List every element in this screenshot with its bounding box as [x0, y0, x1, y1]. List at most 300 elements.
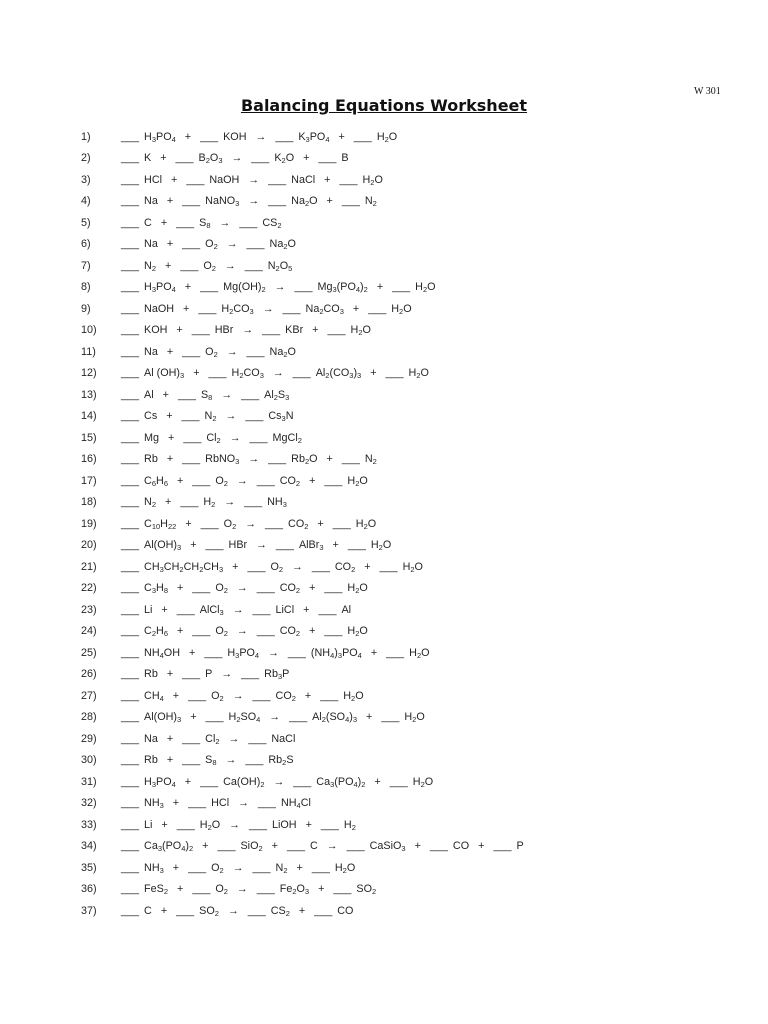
equation-number: 23)	[81, 603, 97, 616]
equation-term	[180, 496, 215, 508]
coefficient-blank: ___	[252, 861, 271, 874]
chemical-formula: KOH	[144, 324, 168, 337]
chemical-formula: $C_6H_6$	[144, 474, 168, 488]
chemical-formula: Mg	[144, 431, 160, 444]
equation-term	[182, 346, 218, 358]
reaction-arrow-icon: →	[228, 732, 240, 745]
coefficient-blank: ___	[176, 603, 195, 616]
coefficient-blank: ___	[493, 840, 512, 853]
chemical-formula: $SO_2$	[356, 883, 377, 897]
chemical-formula: C	[144, 216, 152, 229]
coefficient-blank: ___	[246, 238, 265, 251]
plus-sign: +	[374, 775, 381, 788]
equation-term	[276, 539, 324, 551]
equation-term	[182, 668, 212, 680]
equation-number: 5)	[81, 216, 91, 229]
reaction-arrow-icon: →	[221, 388, 233, 401]
coefficient-blank: ___	[249, 431, 268, 444]
coefficient-blank: ___	[200, 281, 219, 294]
chemical-formula: $CO_2$	[279, 582, 301, 596]
coefficient-blank: ___	[353, 130, 372, 143]
chemical-formula: Rb	[144, 668, 158, 681]
coefficient-blank: ___	[318, 603, 337, 616]
chemical-formula: Na	[144, 732, 158, 745]
equation-term	[204, 647, 259, 659]
equation-term	[121, 561, 223, 573]
chemical-formula: $H_2CO_3$	[231, 367, 264, 381]
equation-term	[258, 797, 311, 809]
chemical-formula: $Cl_2$	[206, 431, 221, 445]
chemical-formula: $Fe_2O_3$	[279, 883, 310, 897]
equation-term	[186, 174, 239, 186]
equation-term	[253, 862, 288, 874]
equation-term	[121, 324, 167, 336]
equation-term	[239, 217, 281, 229]
coefficient-blank: ___	[324, 474, 343, 487]
chemical-formula: $H_2O$	[334, 861, 356, 875]
chemical-formula: HBr	[228, 539, 248, 552]
coefficient-blank: ___	[181, 410, 200, 423]
coefficient-blank: ___	[247, 904, 266, 917]
plus-sign: +	[317, 517, 324, 530]
chemical-formula: Al $(OH)_3$	[144, 367, 185, 381]
chemical-formula: $O_2$	[211, 689, 224, 703]
equation-term	[241, 389, 289, 401]
equation-term	[121, 432, 159, 444]
coefficient-blank: ___	[121, 517, 140, 530]
chemical-formula: Al	[144, 388, 154, 401]
chemical-formula: HCl	[144, 173, 163, 186]
coefficient-blank: ___	[256, 883, 275, 896]
plus-sign: +	[160, 216, 168, 229]
chemical-formula: NaCl	[291, 173, 316, 186]
coefficient-blank: ___	[183, 431, 202, 444]
equation-term	[121, 389, 154, 401]
coefficient-blank: ___	[268, 173, 287, 186]
coefficient-blank: ___	[180, 496, 199, 509]
coefficient-blank: ___	[287, 646, 306, 659]
equation-term	[121, 281, 176, 293]
plus-sign: +	[176, 324, 183, 337]
coefficient-blank: ___	[286, 840, 305, 853]
equation-row	[81, 212, 524, 234]
equation-term	[121, 862, 164, 874]
coefficient-blank: ___	[188, 861, 207, 874]
coefficient-blank: ___	[368, 302, 387, 315]
plus-sign: +	[309, 625, 316, 638]
coefficient-blank: ___	[256, 474, 275, 487]
coefficient-blank: ___	[176, 904, 195, 917]
coefficient-blank: ___	[121, 625, 140, 638]
equation-term	[121, 518, 176, 530]
equation-term	[289, 711, 357, 723]
coefficient-blank: ___	[121, 238, 140, 251]
coefficient-blank: ___	[182, 195, 201, 208]
plus-sign: +	[184, 281, 192, 294]
equation-term	[209, 367, 264, 379]
plus-sign: +	[303, 152, 310, 165]
coefficient-blank: ___	[251, 152, 270, 165]
equation-term	[192, 582, 228, 594]
coefficient-blank: ___	[381, 711, 400, 724]
equation-term	[182, 238, 218, 250]
equation-row	[81, 148, 524, 170]
reaction-arrow-icon: →	[227, 904, 239, 917]
equation-term	[348, 539, 391, 551]
equation-row	[81, 750, 524, 772]
coefficient-blank: ___	[245, 410, 264, 423]
chemical-formula: Na	[144, 345, 158, 358]
reaction-arrow-icon: →	[236, 625, 248, 638]
equation-row	[81, 406, 524, 428]
equation-term	[192, 475, 228, 487]
coefficient-blank: ___	[244, 496, 263, 509]
equation-row	[81, 535, 524, 557]
plus-sign: +	[190, 539, 197, 552]
coefficient-blank: ___	[121, 539, 140, 552]
chemical-formula: KBr	[285, 324, 304, 337]
equation-term	[368, 303, 411, 315]
chemical-formula: $H_2O$	[347, 582, 368, 596]
chemical-formula: $C_2H_6$	[144, 625, 168, 639]
coefficient-blank: ___	[347, 539, 366, 552]
chemical-formula: $S_8$	[205, 754, 217, 768]
equation-term	[251, 152, 294, 164]
equation-term	[381, 711, 424, 723]
coefficient-blank: ___	[121, 324, 140, 337]
plus-sign: +	[370, 367, 377, 380]
chemical-formula: $Mg(OH)_2$	[223, 281, 266, 295]
plus-sign: +	[303, 603, 310, 616]
equation-number: 10)	[81, 324, 97, 337]
plus-sign: +	[166, 238, 174, 251]
plus-sign: +	[172, 861, 180, 874]
coefficient-blank: ___	[121, 668, 140, 681]
plus-sign: +	[183, 302, 190, 315]
equation-term	[257, 475, 300, 487]
chemical-formula: $Mg_3(PO_4)_2$	[317, 281, 368, 295]
equation-term	[176, 905, 219, 917]
equation-number: 3)	[81, 173, 91, 186]
coefficient-blank: ___	[121, 732, 140, 745]
coefficient-blank: ___	[121, 474, 140, 487]
equation-number: 28)	[81, 711, 97, 724]
chemical-formula: $Rb_2O$	[291, 453, 318, 467]
reaction-arrow-icon: →	[248, 173, 260, 186]
equation-term	[293, 776, 365, 788]
chemical-formula: MgCl$_2$	[272, 431, 302, 445]
equation-term	[257, 883, 309, 895]
reaction-arrow-icon: →	[225, 754, 237, 767]
equation-term	[121, 260, 156, 272]
equation-term	[200, 776, 264, 788]
coefficient-blank: ___	[121, 345, 140, 358]
reaction-arrow-icon: →	[236, 883, 248, 896]
equation-row	[81, 341, 524, 363]
plus-sign: +	[190, 711, 197, 724]
coefficient-blank: ___	[186, 173, 205, 186]
coefficient-blank: ___	[239, 216, 258, 229]
chemical-formula: $O_2$	[215, 582, 228, 596]
chemical-formula: $NH_3$	[144, 861, 164, 875]
equation-row	[81, 298, 524, 320]
equation-number: 22)	[81, 582, 97, 595]
equation-number: 1)	[81, 130, 91, 143]
coefficient-blank: ___	[311, 861, 330, 874]
reaction-arrow-icon: →	[232, 861, 244, 874]
equation-number: 30)	[81, 754, 97, 767]
chemical-formula: $S_8$	[200, 388, 213, 402]
coefficient-blank: ___	[200, 517, 219, 530]
coefficient-blank: ___	[182, 453, 201, 466]
coefficient-blank: ___	[121, 904, 140, 917]
reaction-arrow-icon: →	[248, 453, 260, 466]
equation-term	[121, 647, 180, 659]
equation-row	[81, 621, 524, 643]
equation-term	[121, 819, 152, 831]
equation-term	[192, 625, 228, 637]
chemical-formula: $O_2$	[205, 238, 218, 252]
equation-number: 32)	[81, 797, 97, 810]
equation-number: 33)	[81, 818, 97, 831]
equation-term	[121, 152, 151, 164]
chemical-formula: $H_2O$	[370, 539, 392, 553]
chemical-formula: $NH_3$	[144, 797, 164, 811]
equation-term	[342, 195, 377, 207]
chemical-formula: $CO_2$	[279, 474, 301, 488]
chemical-formula: C	[309, 840, 318, 853]
equation-term	[248, 905, 290, 917]
plus-sign: +	[185, 517, 192, 530]
equation-number: 24)	[81, 625, 97, 638]
chemical-formula: $NH_4OH$	[144, 646, 180, 660]
chemical-formula: $Ca_3(PO_4)_2$	[316, 775, 366, 789]
equation-term	[121, 668, 158, 680]
coefficient-blank: ___	[339, 173, 358, 186]
equation-term	[248, 733, 295, 745]
chemical-formula: $N_2$	[364, 453, 377, 467]
equation-row	[81, 320, 524, 342]
chemical-formula: $H_2O$	[347, 625, 368, 639]
equation-term	[318, 604, 351, 616]
plus-sign: +	[318, 883, 325, 896]
coefficient-blank: ___	[121, 582, 140, 595]
coefficient-blank: ___	[121, 173, 140, 186]
reaction-arrow-icon: →	[226, 238, 238, 251]
chemical-formula: $K_3PO_4$	[298, 130, 330, 144]
reaction-arrow-icon: →	[221, 668, 233, 681]
coefficient-blank: ___	[386, 646, 405, 659]
coefficient-blank: ___	[241, 388, 260, 401]
coefficient-blank: ___	[379, 560, 398, 573]
plus-sign: +	[478, 840, 485, 853]
coefficient-blank: ___	[346, 840, 365, 853]
equation-term	[121, 690, 164, 702]
plus-sign: +	[326, 453, 333, 466]
equation-row	[81, 126, 524, 148]
chemical-formula: $H_2O$	[347, 474, 368, 488]
equation-term	[250, 432, 302, 444]
plus-sign: +	[172, 797, 180, 810]
coefficient-blank: ___	[121, 388, 140, 401]
chemical-formula: NaCl	[271, 732, 296, 745]
coefficient-blank: ___	[275, 130, 294, 143]
page-title: Balancing Equations Worksheet	[240, 96, 528, 115]
chemical-formula: P	[516, 840, 524, 853]
coefficient-blank: ___	[192, 883, 211, 896]
equation-term	[294, 281, 367, 293]
coefficient-blank: ___	[176, 818, 195, 831]
equation-term	[121, 776, 176, 788]
equation-row	[81, 599, 524, 621]
coefficient-blank: ___	[121, 646, 140, 659]
chemical-formula: $H_2O$	[350, 324, 371, 338]
chemical-formula: $N_2$	[144, 496, 156, 510]
chemical-formula: $H_2O$	[199, 818, 221, 832]
chemical-formula: $CS_2$	[262, 216, 282, 230]
equation-row	[81, 664, 524, 686]
chemical-formula: $Al(OH)_3$	[144, 711, 182, 725]
chemical-formula: K	[144, 152, 152, 165]
chemical-formula: $CH_3CH_2CH_2CH_3$	[144, 560, 224, 574]
equation-term	[176, 152, 223, 164]
coefficient-blank: ___	[293, 775, 312, 788]
chemical-formula: NaNO$_3$	[205, 195, 240, 209]
coefficient-blank: ___	[268, 195, 287, 208]
coefficient-blank: ___	[121, 689, 140, 702]
plus-sign: +	[298, 904, 306, 917]
plus-sign: +	[161, 603, 168, 616]
coefficient-blank: ___	[198, 302, 217, 315]
reaction-arrow-icon: →	[224, 496, 236, 509]
equation-term	[354, 131, 397, 143]
chemical-formula: $CO_2$	[275, 689, 296, 703]
chemical-formula: AlBr$_3$	[298, 539, 324, 553]
equation-term	[121, 303, 174, 315]
equation-row	[81, 513, 524, 535]
chemical-formula: $CO_2$	[279, 625, 301, 639]
chemical-formula: $O_2$	[205, 345, 218, 359]
equation-term	[347, 840, 406, 852]
coefficient-blank: ___	[188, 689, 207, 702]
chemical-formula: $H_2O$	[412, 775, 434, 789]
coefficient-blank: ___	[191, 324, 210, 337]
equation-term	[121, 625, 168, 637]
reaction-arrow-icon: →	[255, 130, 267, 143]
reaction-arrow-icon: →	[232, 603, 244, 616]
coefficient-blank: ___	[252, 689, 271, 702]
equation-row	[81, 642, 524, 664]
equation-term	[121, 131, 176, 143]
equation-term	[288, 647, 362, 659]
equation-term	[380, 561, 423, 573]
plus-sign: +	[296, 861, 303, 874]
equation-term	[121, 475, 168, 487]
coefficient-blank: ___	[327, 324, 346, 337]
plus-sign: +	[160, 904, 168, 917]
equation-term	[121, 539, 181, 551]
plus-sign: +	[172, 689, 180, 702]
equation-number: 36)	[81, 883, 97, 896]
coefficient-blank: ___	[121, 840, 140, 853]
equation-term	[268, 174, 315, 186]
equation-term	[217, 840, 262, 852]
equation-term	[177, 604, 224, 616]
coefficient-blank: ___	[121, 496, 140, 509]
plus-sign: +	[304, 689, 312, 702]
equation-term	[268, 453, 317, 465]
equation-term	[201, 518, 237, 530]
chemical-formula: $H_3PO_4$	[144, 775, 176, 789]
chemical-formula: $N_2$	[144, 259, 156, 273]
equation-term	[182, 733, 219, 745]
equation-term	[312, 561, 355, 573]
equation-row	[81, 771, 524, 793]
coefficient-blank: ___	[192, 474, 211, 487]
reaction-arrow-icon: →	[326, 840, 338, 853]
equation-number: 26)	[81, 668, 97, 681]
reaction-arrow-icon: →	[273, 775, 285, 788]
equation-term	[244, 496, 287, 508]
equation-number: 2)	[81, 152, 91, 165]
coefficient-blank: ___	[256, 625, 275, 638]
chemical-formula: $Al_2(CO_3)_3$	[315, 367, 362, 381]
chemical-formula: $Al_2(SO_4)_3$	[312, 711, 358, 725]
chemical-formula: $H_2O$	[402, 560, 423, 574]
reaction-arrow-icon: →	[256, 539, 267, 552]
coefficient-blank: ___	[175, 152, 194, 165]
coefficient-blank: ___	[292, 367, 311, 380]
chemical-formula: B	[341, 152, 349, 165]
equation-row	[81, 728, 524, 750]
equation-term	[177, 819, 220, 831]
coefficient-blank: ___	[248, 818, 267, 831]
coefficient-blank: ___	[324, 582, 343, 595]
equation-term	[121, 711, 181, 723]
chemical-formula: $CO_2$	[288, 517, 309, 531]
equation-term	[287, 840, 318, 852]
chemical-formula: $O_2$	[211, 861, 224, 875]
equation-term	[320, 690, 363, 702]
chemical-formula: $Al(OH)_3$	[144, 539, 182, 553]
equation-number: 12)	[81, 367, 97, 380]
equation-row	[81, 255, 524, 277]
chemical-formula: C	[144, 904, 152, 917]
coefficient-blank: ___	[182, 238, 201, 251]
equation-term	[339, 174, 382, 186]
chemical-formula: $NH_4Cl$	[280, 797, 311, 811]
chemical-formula: $H_3PO_4$	[227, 646, 260, 660]
equation-term	[390, 776, 433, 788]
equation-row	[81, 900, 524, 922]
equation-term	[324, 582, 367, 594]
coefficient-blank: ___	[121, 281, 140, 294]
equation-term	[198, 303, 253, 315]
coefficient-blank: ___	[121, 775, 140, 788]
equation-row	[81, 578, 524, 600]
chemical-formula: $H_2SO_4$	[228, 711, 261, 725]
equation-row	[81, 427, 524, 449]
equation-term	[192, 883, 228, 895]
equation-number: 25)	[81, 646, 97, 659]
coefficient-blank: ___	[217, 840, 236, 853]
reaction-arrow-icon: →	[248, 195, 260, 208]
chemical-formula: $Ca_3(PO_4)_2$	[144, 840, 194, 854]
chemical-formula: $SO_2$	[199, 904, 219, 918]
chemical-formula: $Na_2CO_3$	[305, 302, 344, 316]
equation-term	[324, 625, 367, 637]
equation-term	[178, 389, 212, 401]
